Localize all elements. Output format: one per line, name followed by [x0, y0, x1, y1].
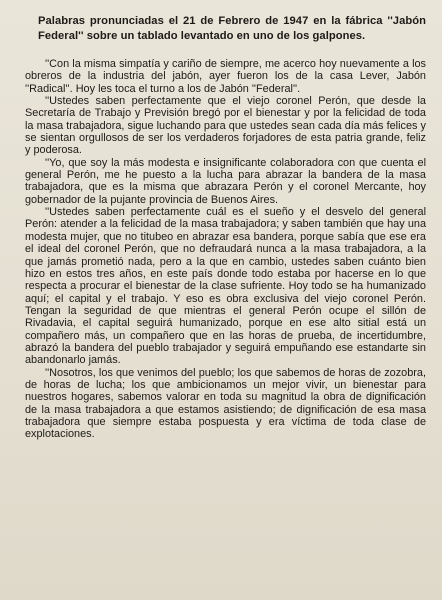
paragraph-2: ''Ustedes saben perfectamente que el viejo coronel Perón, que desde la Secretaría de Trabajo y Previsión bregó por el bienestar y por la felicidad de toda la masa trabajadora, sigue luchando para que ustedes sean cada día más felices y se sientan orgullosos de ser los verdaderos forjadores de esta patria grande, feliz y poderosa.	[25, 95, 426, 157]
paragraph-3: ''Yo, que soy la más modesta e insignificante colaboradora con que cuenta el general Perón, me he puesto a la lucha para abrazar la bandera de la masa trabajadora, que es la misma que abrazara Perón y el coronel Mercante, hoy gobernador de la pujante provincia de Buenos Aires.	[25, 156, 426, 206]
speech-body	[25, 58, 426, 441]
paragraph-5: ''Nosotros, los que venimos del pueblo; los que sabemos de horas de zozobra, de horas de lucha; los que ambicionamos un mejor vivir, un bienestar para nuestros hogares, sabemos valorar en toda su magnitud la obra de dignificación de la masa trabajadora a que estamos asistiendo; de dignificación de esa masa trabajadora que siempre estaba pospuesta y era víctima de toda clase de explotaciones.	[25, 366, 426, 441]
heading-text: Palabras pronunciadas el 21 de Febrero de 1947 en la fábrica ''Jabón Federal'' sobre un tablado levantado en uno de los galpones.	[38, 15, 426, 42]
paragraph-4: ''Ustedes saben perfectamente cuál es el sueño y el desvelo del general Perón: atender a la felicidad de la masa trabajadora; y saben también que hay una modesta mujer, que no titubeo en abrazar esa bandera, porque sabía que ese era el ideal del coronel Perón, que no defraudará nunca a la masa trabajadora, a la que jamás prometió nada, pero a la que en cambio, ustedes saben cuánto bien hizo en estos tres años, en este país donde todo estaba por hacerse en lo que respecta a procurar el bienestar de la clase sufriente. Hoy todo se ha humanizado aquí; el capital y el trabajo. Y eso es obra exclusiva del viejo coronel Perón. Tengan la seguridad de que mientras el general Perón ocupe el sillón de Rivadavia, el capital seguirá humanizado, porque en ese alto sitial está un compañero más, un compañero que en las horas de prueba, de incertidumbre, abrazó la bandera del pueblo trabajador y seguirá empuñando ese estandarte sin abandonarlo jamás.	[25, 206, 426, 367]
paragraph-1: ''Con la misma simpatía y cariño de siempre, me acerco hoy nuevamente a los obreros de la industria del jabón, ayer fueron los de la casa Lever, Jabón ''Radical''. Hoy les toca el turno a los de Jabón ''Federal''.	[25, 58, 426, 95]
